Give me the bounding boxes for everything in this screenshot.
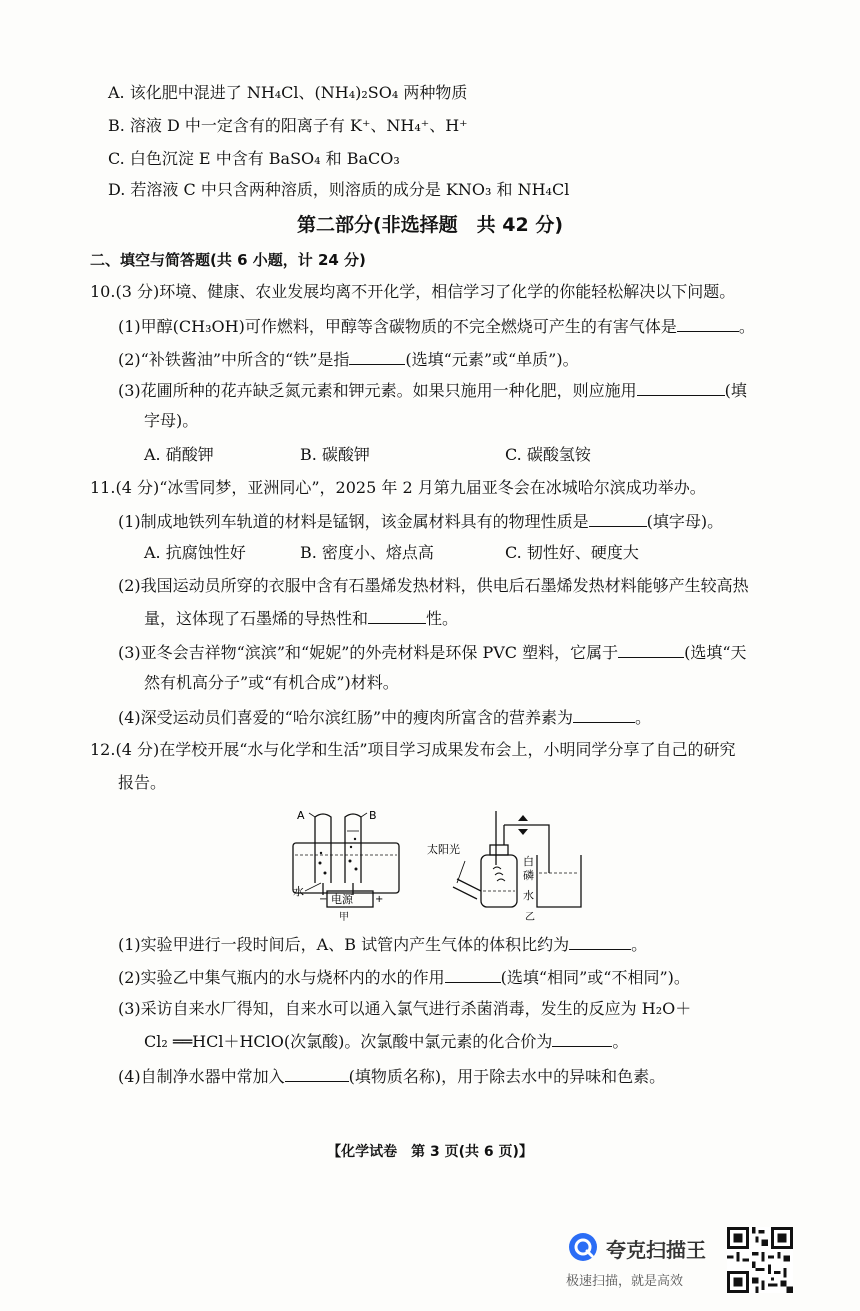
q10-sub1-end: 。: [738, 317, 755, 336]
phosphorus-apparatus: [453, 811, 581, 907]
q12-sub1-end: 。: [631, 935, 648, 954]
q12-sub2: [118, 966, 690, 989]
q10-sub2-text: (2)“补铁酱油”中所含的“铁”是指: [118, 350, 350, 369]
q10-option-a: A. 硝酸钾: [144, 445, 214, 464]
q9-option-c: C. 白色沉淀 E 中含有 BaSO₄ 和 BaCO₃: [108, 149, 400, 168]
q10-sub3-text: (3)花圃所种的花卉缺乏氮元素和钾元素。如果只施用一种化肥，则应施用: [118, 381, 637, 400]
label-phosphorus: 磷: [523, 869, 534, 882]
brand-slogan: 极速扫描，就是高效: [566, 1274, 684, 1289]
q11-option-b: B. 密度小、熔点高: [300, 543, 434, 562]
q12-sub1: [118, 933, 647, 956]
page-footer: 【化学试卷 第 3 页(共 6 页)】: [327, 1144, 533, 1160]
q10-option-b: B. 碳酸钾: [300, 445, 370, 464]
answer-blank[interactable]: [368, 607, 426, 624]
q10-sub1: [118, 315, 755, 338]
q12-sub3-cont-text: Cl₂ ══HCl＋HClO(次氯酸)。次氯酸中氯元素的化合价为: [144, 1032, 553, 1051]
answer-blank[interactable]: [618, 641, 684, 658]
section2-title: 二、填空与简答题(共 6 小题，计 24 分): [90, 251, 366, 269]
q12-sub4: [118, 1065, 665, 1088]
label-water-1: 水: [293, 885, 304, 898]
q12-sub2-end: (选填“相同”或“不相同”)。: [500, 968, 690, 987]
q11-sub3: [118, 641, 747, 664]
q11-sub2: (2)我国运动员所穿的衣服中含有石墨烯发热材料，供电后石墨烯发热材料能够产生较高热: [118, 576, 749, 595]
answer-blank[interactable]: [552, 1030, 612, 1047]
q10-sub3-end: (填: [724, 381, 747, 400]
q11-option-a: A. 抗腐蚀性好: [144, 543, 246, 562]
q12-sub3: (3)采访自来水厂得知，自来水可以通入氯气进行杀菌消毒，发生的反应为 H₂O＋: [118, 999, 692, 1018]
q11-sub1-end: (填字母)。: [646, 512, 724, 531]
q10-option-c: C. 碳酸氢铵: [505, 445, 591, 464]
q9-option-d: D. 若溶液 C 中只含两种溶质，则溶质的成分是 KNO₃ 和 NH₄Cl: [108, 180, 570, 199]
part2-title: 第二部分(非选择题 共 42 分): [296, 214, 564, 236]
q12-stem: 12.(4 分)在学校开展“水与化学和生活”项目学习成果发布会上，小明同学分享了自己的研究: [90, 740, 736, 759]
label-power: 电源: [331, 893, 353, 906]
q10-sub2-end: (选填“元素”或“单质”)。: [405, 350, 579, 369]
answer-blank[interactable]: [637, 379, 725, 396]
q10-stem: 10.(3 分)环境、健康、农业发展均离不开化学，相信学习了化学的你能轻松解决以下问题。: [90, 282, 736, 301]
label-yi: 乙: [525, 912, 535, 923]
q11-sub4-end: 。: [635, 708, 652, 727]
q10-sub2: [118, 348, 579, 371]
q11-stem: 11.(4 分)“冰雪同梦，亚洲同心”，2025 年 2 月第九届亚冬会在冰城哈尔滨成功举办。: [90, 478, 706, 497]
q10-sub3: [118, 379, 747, 402]
q11-sub4-text: (4)深受运动员们喜爱的“哈尔滨红肠”中的瘦肉所富含的营养素为: [118, 708, 574, 727]
q11-sub4: [118, 706, 651, 729]
q10-sub1-text: (1)甲醇(CH₃OH)可作燃料，甲醇等含碳物质的不完全燃烧可产生的有害气体是: [118, 317, 677, 336]
label-white: 白: [523, 855, 534, 868]
q12-sub4-end: (填物质名称)，用于除去水中的异味和色素。: [348, 1067, 666, 1086]
label-jia: 甲: [339, 912, 349, 923]
q11-sub3-end: (选填“天: [684, 643, 747, 662]
q12-sub2-text: (2)实验乙中集气瓶内的水与烧杯内的水的作用: [118, 968, 445, 987]
q11-sub2-cont-text: 量，这体现了石墨烯的导热性和: [144, 609, 369, 628]
q11-sub1-text: (1)制成地铁列车轨道的材料是锰钢，该金属材料具有的物理性质是: [118, 512, 589, 531]
q9-option-b: B. 溶液 D 中一定含有的阳离子有 K⁺、NH₄⁺、H⁺: [108, 116, 468, 135]
q11-sub3-cont: 然有机高分子”或“有机合成”)材料。: [144, 673, 399, 692]
quark-logo-icon: [566, 1230, 600, 1264]
q10-sub3-cont: 字母)。: [144, 411, 199, 430]
answer-blank[interactable]: [573, 706, 635, 723]
answer-blank[interactable]: [445, 966, 501, 983]
q11-sub2-end: 性。: [426, 609, 459, 628]
q12-sub1-text: (1)实验甲进行一段时间后，A、B 试管内产生气体的体积比约为: [118, 935, 570, 954]
q12-stem-cont: 报告。: [118, 773, 167, 792]
q11-sub2-cont: [144, 607, 458, 630]
answer-blank[interactable]: [285, 1065, 349, 1082]
q11-sub3-text: (3)亚冬会吉祥物“滨滨”和“妮妮”的外壳材料是环保 PVC 塑料，它属于: [118, 643, 619, 662]
q9-option-a: A. 该化肥中混进了 NH₄Cl、(NH₄)₂SO₄ 两种物质: [108, 83, 468, 102]
q12-sub3-cont: [144, 1030, 628, 1053]
experiment-figure: [285, 803, 595, 923]
q11-option-c: C. 韧性好、硬度大: [505, 543, 639, 562]
answer-blank[interactable]: [589, 510, 647, 527]
brand-name: 夸克扫描王: [606, 1238, 706, 1262]
q11-sub1: [118, 510, 723, 533]
label-water-2: 水: [523, 889, 534, 902]
label-sunlight: 太阳光: [427, 843, 460, 856]
label-a: A: [297, 809, 305, 822]
label-b: B: [369, 809, 377, 822]
q12-sub4-text: (4)自制净水器中常加入: [118, 1067, 285, 1086]
q12-sub3-end: 。: [612, 1032, 629, 1051]
answer-blank[interactable]: [569, 933, 631, 950]
qr-code-icon: [727, 1227, 793, 1293]
answer-blank[interactable]: [677, 315, 739, 332]
plus-sign: +: [375, 894, 384, 905]
minus-sign: −: [319, 894, 328, 905]
answer-blank[interactable]: [349, 348, 405, 365]
